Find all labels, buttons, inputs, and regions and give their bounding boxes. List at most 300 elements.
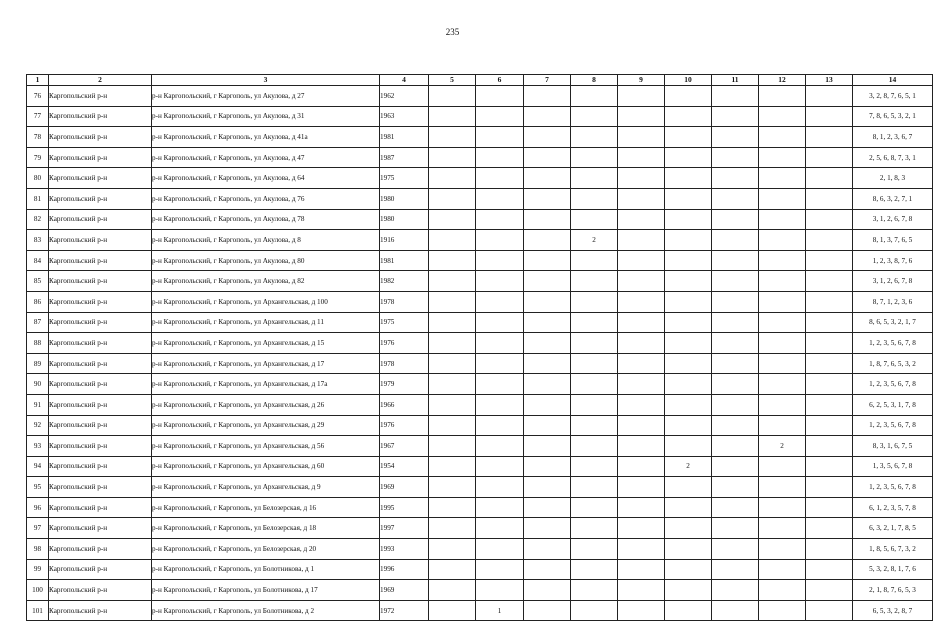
col10-cell: 2 — [665, 456, 712, 477]
row-number: 88 — [27, 333, 49, 354]
district-cell: Каргопольский р-н — [49, 353, 152, 374]
col12-cell — [759, 106, 806, 127]
col13-cell — [806, 600, 853, 621]
col5-cell — [429, 312, 476, 333]
col10-cell — [665, 312, 712, 333]
col9-cell — [618, 600, 665, 621]
col9-cell — [618, 312, 665, 333]
col10-cell — [665, 436, 712, 457]
col6-cell — [476, 230, 524, 251]
col10-cell — [665, 580, 712, 601]
col7-cell — [524, 230, 571, 251]
col14-cell: 6, 1, 2, 3, 5, 7, 8 — [853, 497, 933, 518]
col13-cell — [806, 374, 853, 395]
year-cell: 1976 — [380, 415, 429, 436]
col14-cell: 8, 6, 3, 2, 7, 1 — [853, 188, 933, 209]
col5-cell — [429, 209, 476, 230]
district-cell: Каргопольский р-н — [49, 518, 152, 539]
col10-cell — [665, 106, 712, 127]
row-number: 94 — [27, 456, 49, 477]
col9-cell — [618, 456, 665, 477]
table-row — [27, 436, 933, 457]
col9-cell — [618, 127, 665, 148]
col12-cell — [759, 147, 806, 168]
col7-cell — [524, 497, 571, 518]
col8-cell — [571, 600, 618, 621]
col12-cell — [759, 374, 806, 395]
col7-cell — [524, 394, 571, 415]
col8-cell — [571, 497, 618, 518]
col10-cell — [665, 291, 712, 312]
col5-cell — [429, 497, 476, 518]
col5-cell — [429, 106, 476, 127]
col5-cell — [429, 291, 476, 312]
column-header-7: 7 — [524, 75, 571, 86]
col9-cell — [618, 539, 665, 560]
district-cell: Каргопольский р-н — [49, 106, 152, 127]
col8-cell — [571, 518, 618, 539]
row-number: 93 — [27, 436, 49, 457]
col13-cell — [806, 86, 853, 107]
district-cell: Каргопольский р-н — [49, 209, 152, 230]
col11-cell — [712, 477, 759, 498]
year-cell: 1995 — [380, 497, 429, 518]
col10-cell — [665, 477, 712, 498]
col11-cell — [712, 209, 759, 230]
col7-cell — [524, 147, 571, 168]
row-number: 87 — [27, 312, 49, 333]
col11-cell — [712, 86, 759, 107]
district-cell: Каргопольский р-н — [49, 559, 152, 580]
table-row — [27, 600, 933, 621]
year-cell: 1975 — [380, 312, 429, 333]
district-cell: Каргопольский р-н — [49, 436, 152, 457]
col9-cell — [618, 147, 665, 168]
col5-cell — [429, 477, 476, 498]
col6-cell — [476, 188, 524, 209]
row-number: 89 — [27, 353, 49, 374]
year-cell: 1980 — [380, 188, 429, 209]
table-row — [27, 415, 933, 436]
col12-cell — [759, 250, 806, 271]
year-cell: 1987 — [380, 147, 429, 168]
col11-cell — [712, 168, 759, 189]
col11-cell — [712, 394, 759, 415]
col9-cell — [618, 477, 665, 498]
col7-cell — [524, 106, 571, 127]
col11-cell — [712, 353, 759, 374]
district-cell: Каргопольский р-н — [49, 600, 152, 621]
col11-cell — [712, 188, 759, 209]
table-row — [27, 497, 933, 518]
col5-cell — [429, 456, 476, 477]
col6-cell — [476, 559, 524, 580]
col14-cell: 3, 1, 2, 6, 7, 8 — [853, 209, 933, 230]
table-row — [27, 456, 933, 477]
row-number: 79 — [27, 147, 49, 168]
table-row — [27, 291, 933, 312]
col14-cell: 8, 1, 3, 7, 6, 5 — [853, 230, 933, 251]
address-cell: р-н Каргопольский, г Каргополь, ул Белозерская, д 20 — [152, 539, 380, 560]
col9-cell — [618, 394, 665, 415]
column-header-5: 5 — [429, 75, 476, 86]
col7-cell — [524, 436, 571, 457]
row-number: 82 — [27, 209, 49, 230]
year-cell: 1981 — [380, 127, 429, 148]
address-cell: р-н Каргопольский, г Каргополь, ул Архангельская, д 17 — [152, 353, 380, 374]
col8-cell — [571, 539, 618, 560]
district-cell: Каргопольский р-н — [49, 456, 152, 477]
col14-cell: 1, 2, 3, 5, 6, 7, 8 — [853, 374, 933, 395]
col8-cell — [571, 456, 618, 477]
col7-cell — [524, 518, 571, 539]
col7-cell — [524, 456, 571, 477]
col14-cell: 1, 2, 3, 5, 6, 7, 8 — [853, 477, 933, 498]
address-cell: р-н Каргопольский, г Каргополь, ул Архангельская, д 60 — [152, 456, 380, 477]
year-cell: 1982 — [380, 271, 429, 292]
column-header-10: 10 — [665, 75, 712, 86]
table-row — [27, 580, 933, 601]
col5-cell — [429, 127, 476, 148]
table-row — [27, 518, 933, 539]
col14-cell: 8, 1, 2, 3, 6, 7 — [853, 127, 933, 148]
column-header-2: 2 — [49, 75, 152, 86]
table-body — [27, 86, 933, 621]
col13-cell — [806, 168, 853, 189]
col10-cell — [665, 147, 712, 168]
col12-cell — [759, 559, 806, 580]
table-row — [27, 230, 933, 251]
col6-cell — [476, 497, 524, 518]
col11-cell — [712, 518, 759, 539]
col10-cell — [665, 353, 712, 374]
year-cell: 1967 — [380, 436, 429, 457]
col7-cell — [524, 580, 571, 601]
col9-cell — [618, 209, 665, 230]
district-cell: Каргопольский р-н — [49, 271, 152, 292]
col9-cell — [618, 291, 665, 312]
col10-cell — [665, 394, 712, 415]
row-number: 85 — [27, 271, 49, 292]
col14-cell: 6, 2, 5, 3, 1, 7, 8 — [853, 394, 933, 415]
address-cell: р-н Каргопольский, г Каргополь, ул Белозерская, д 16 — [152, 497, 380, 518]
col8-cell — [571, 188, 618, 209]
col10-cell — [665, 333, 712, 354]
col12-cell — [759, 518, 806, 539]
col9-cell — [618, 436, 665, 457]
district-cell: Каргопольский р-н — [49, 168, 152, 189]
col14-cell: 1, 2, 3, 8, 7, 6 — [853, 250, 933, 271]
table-row — [27, 353, 933, 374]
table-row — [27, 312, 933, 333]
col13-cell — [806, 106, 853, 127]
col11-cell — [712, 436, 759, 457]
column-header-12: 12 — [759, 75, 806, 86]
col7-cell — [524, 209, 571, 230]
col10-cell — [665, 230, 712, 251]
col12-cell — [759, 209, 806, 230]
col7-cell — [524, 250, 571, 271]
col5-cell — [429, 518, 476, 539]
col13-cell — [806, 456, 853, 477]
col10-cell — [665, 127, 712, 148]
col8-cell — [571, 209, 618, 230]
col11-cell — [712, 497, 759, 518]
address-cell: р-н Каргопольский, г Каргополь, ул Архангельская, д 100 — [152, 291, 380, 312]
col11-cell — [712, 230, 759, 251]
col6-cell — [476, 127, 524, 148]
col9-cell — [618, 86, 665, 107]
col13-cell — [806, 312, 853, 333]
column-header-9: 9 — [618, 75, 665, 86]
address-cell: р-н Каргопольский, г Каргополь, ул Болотникова, д 1 — [152, 559, 380, 580]
col13-cell — [806, 497, 853, 518]
col11-cell — [712, 580, 759, 601]
year-cell: 1981 — [380, 250, 429, 271]
col13-cell — [806, 291, 853, 312]
col6-cell — [476, 518, 524, 539]
col8-cell — [571, 291, 618, 312]
col12-cell — [759, 291, 806, 312]
col6-cell — [476, 415, 524, 436]
table-row — [27, 106, 933, 127]
col8-cell: 2 — [571, 230, 618, 251]
col12-cell — [759, 353, 806, 374]
col13-cell — [806, 394, 853, 415]
district-cell: Каргопольский р-н — [49, 580, 152, 601]
column-header-11: 11 — [712, 75, 759, 86]
col14-cell: 8, 6, 5, 3, 2, 1, 7 — [853, 312, 933, 333]
col6-cell — [476, 86, 524, 107]
column-header-3: 3 — [152, 75, 380, 86]
year-cell: 1975 — [380, 168, 429, 189]
year-cell: 1978 — [380, 353, 429, 374]
col14-cell: 8, 3, 1, 6, 7, 5 — [853, 436, 933, 457]
col11-cell — [712, 600, 759, 621]
col13-cell — [806, 539, 853, 560]
col9-cell — [618, 188, 665, 209]
col13-cell — [806, 436, 853, 457]
register-table — [26, 74, 933, 621]
year-cell: 1966 — [380, 394, 429, 415]
col5-cell — [429, 271, 476, 292]
col8-cell — [571, 333, 618, 354]
col9-cell — [618, 106, 665, 127]
district-cell: Каргопольский р-н — [49, 86, 152, 107]
col6-cell — [476, 106, 524, 127]
district-cell: Каргопольский р-н — [49, 188, 152, 209]
table-row — [27, 209, 933, 230]
col6-cell — [476, 580, 524, 601]
col6-cell — [476, 291, 524, 312]
year-cell: 1962 — [380, 86, 429, 107]
address-cell: р-н Каргопольский, г Каргополь, ул Акулова, д 82 — [152, 271, 380, 292]
col6-cell — [476, 312, 524, 333]
address-cell: р-н Каргопольский, г Каргополь, ул Архангельская, д 56 — [152, 436, 380, 457]
col7-cell — [524, 415, 571, 436]
col13-cell — [806, 353, 853, 374]
col14-cell: 8, 7, 1, 2, 3, 6 — [853, 291, 933, 312]
district-cell: Каргопольский р-н — [49, 394, 152, 415]
address-cell: р-н Каргопольский, г Каргополь, ул Архангельская, д 29 — [152, 415, 380, 436]
row-number: 80 — [27, 168, 49, 189]
row-number: 96 — [27, 497, 49, 518]
district-cell: Каргопольский р-н — [49, 477, 152, 498]
col13-cell — [806, 415, 853, 436]
col12-cell: 2 — [759, 436, 806, 457]
col9-cell — [618, 559, 665, 580]
table-row — [27, 127, 933, 148]
col13-cell — [806, 127, 853, 148]
col11-cell — [712, 147, 759, 168]
table-row — [27, 559, 933, 580]
table-row — [27, 477, 933, 498]
col5-cell — [429, 374, 476, 395]
col7-cell — [524, 312, 571, 333]
col5-cell — [429, 580, 476, 601]
column-header-14: 14 — [853, 75, 933, 86]
col10-cell — [665, 168, 712, 189]
col14-cell: 6, 3, 2, 1, 7, 8, 5 — [853, 518, 933, 539]
col14-cell: 3, 2, 8, 7, 6, 5, 1 — [853, 86, 933, 107]
district-cell: Каргопольский р-н — [49, 250, 152, 271]
col7-cell — [524, 539, 571, 560]
col12-cell — [759, 333, 806, 354]
year-cell: 1996 — [380, 559, 429, 580]
col14-cell: 1, 2, 3, 5, 6, 7, 8 — [853, 333, 933, 354]
year-cell: 1993 — [380, 539, 429, 560]
col8-cell — [571, 312, 618, 333]
col10-cell — [665, 600, 712, 621]
table-row — [27, 539, 933, 560]
row-number: 91 — [27, 394, 49, 415]
col5-cell — [429, 394, 476, 415]
col7-cell — [524, 353, 571, 374]
col9-cell — [618, 353, 665, 374]
col5-cell — [429, 230, 476, 251]
address-cell: р-н Каргопольский, г Каргополь, ул Архангельская, д 9 — [152, 477, 380, 498]
table-row — [27, 86, 933, 107]
col12-cell — [759, 477, 806, 498]
col12-cell — [759, 600, 806, 621]
col10-cell — [665, 271, 712, 292]
col8-cell — [571, 477, 618, 498]
address-cell: р-н Каргопольский, г Каргополь, ул Болотникова, д 17 — [152, 580, 380, 601]
col8-cell — [571, 394, 618, 415]
year-cell: 1916 — [380, 230, 429, 251]
col6-cell — [476, 168, 524, 189]
year-cell: 1978 — [380, 291, 429, 312]
table-header-row — [27, 75, 933, 86]
page-number: 235 — [445, 27, 460, 37]
col7-cell — [524, 127, 571, 148]
address-cell: р-н Каргопольский, г Каргополь, ул Акулова, д 76 — [152, 188, 380, 209]
col7-cell — [524, 188, 571, 209]
col10-cell — [665, 518, 712, 539]
col6-cell — [476, 271, 524, 292]
col5-cell — [429, 353, 476, 374]
district-cell: Каргопольский р-н — [49, 312, 152, 333]
column-header-1: 1 — [27, 75, 49, 86]
year-cell: 1976 — [380, 333, 429, 354]
col14-cell: 7, 8, 6, 5, 3, 2, 1 — [853, 106, 933, 127]
col8-cell — [571, 147, 618, 168]
address-cell: р-н Каргопольский, г Каргополь, ул Архангельская, д 17а — [152, 374, 380, 395]
year-cell: 1997 — [380, 518, 429, 539]
address-cell: р-н Каргопольский, г Каргополь, ул Архангельская, д 26 — [152, 394, 380, 415]
column-header-8: 8 — [571, 75, 618, 86]
col11-cell — [712, 127, 759, 148]
row-number: 84 — [27, 250, 49, 271]
col5-cell — [429, 415, 476, 436]
col7-cell — [524, 291, 571, 312]
col12-cell — [759, 497, 806, 518]
district-cell: Каргопольский р-н — [49, 415, 152, 436]
col14-cell: 2, 1, 8, 7, 6, 5, 3 — [853, 580, 933, 601]
col13-cell — [806, 250, 853, 271]
col12-cell — [759, 456, 806, 477]
col14-cell: 2, 1, 8, 3 — [853, 168, 933, 189]
column-header-6: 6 — [476, 75, 524, 86]
col9-cell — [618, 374, 665, 395]
district-cell: Каргопольский р-н — [49, 497, 152, 518]
col12-cell — [759, 127, 806, 148]
col11-cell — [712, 333, 759, 354]
col12-cell — [759, 394, 806, 415]
col8-cell — [571, 106, 618, 127]
district-cell: Каргопольский р-н — [49, 374, 152, 395]
col11-cell — [712, 415, 759, 436]
col11-cell — [712, 106, 759, 127]
col8-cell — [571, 127, 618, 148]
col8-cell — [571, 436, 618, 457]
col7-cell — [524, 477, 571, 498]
col12-cell — [759, 580, 806, 601]
col8-cell — [571, 374, 618, 395]
district-cell: Каргопольский р-н — [49, 539, 152, 560]
col10-cell — [665, 250, 712, 271]
year-cell: 1980 — [380, 209, 429, 230]
col14-cell: 1, 8, 5, 6, 7, 3, 2 — [853, 539, 933, 560]
col11-cell — [712, 291, 759, 312]
col5-cell — [429, 600, 476, 621]
row-number: 100 — [27, 580, 49, 601]
row-number: 77 — [27, 106, 49, 127]
district-cell: Каргопольский р-н — [49, 127, 152, 148]
table-row — [27, 168, 933, 189]
col12-cell — [759, 168, 806, 189]
col12-cell — [759, 230, 806, 251]
col8-cell — [571, 168, 618, 189]
district-cell: Каргопольский р-н — [49, 230, 152, 251]
col14-cell: 5, 3, 2, 8, 1, 7, 6 — [853, 559, 933, 580]
address-cell: р-н Каргопольский, г Каргополь, ул Архангельская, д 11 — [152, 312, 380, 333]
row-number: 90 — [27, 374, 49, 395]
table-row — [27, 147, 933, 168]
row-number: 95 — [27, 477, 49, 498]
row-number: 81 — [27, 188, 49, 209]
col6-cell — [476, 477, 524, 498]
year-cell: 1969 — [380, 477, 429, 498]
address-cell: р-н Каргопольский, г Каргополь, ул Акулова, д 64 — [152, 168, 380, 189]
row-number: 92 — [27, 415, 49, 436]
col5-cell — [429, 436, 476, 457]
year-cell: 1954 — [380, 456, 429, 477]
row-number: 99 — [27, 559, 49, 580]
row-number: 97 — [27, 518, 49, 539]
address-cell: р-н Каргопольский, г Каргополь, ул Акулова, д 8 — [152, 230, 380, 251]
col10-cell — [665, 497, 712, 518]
